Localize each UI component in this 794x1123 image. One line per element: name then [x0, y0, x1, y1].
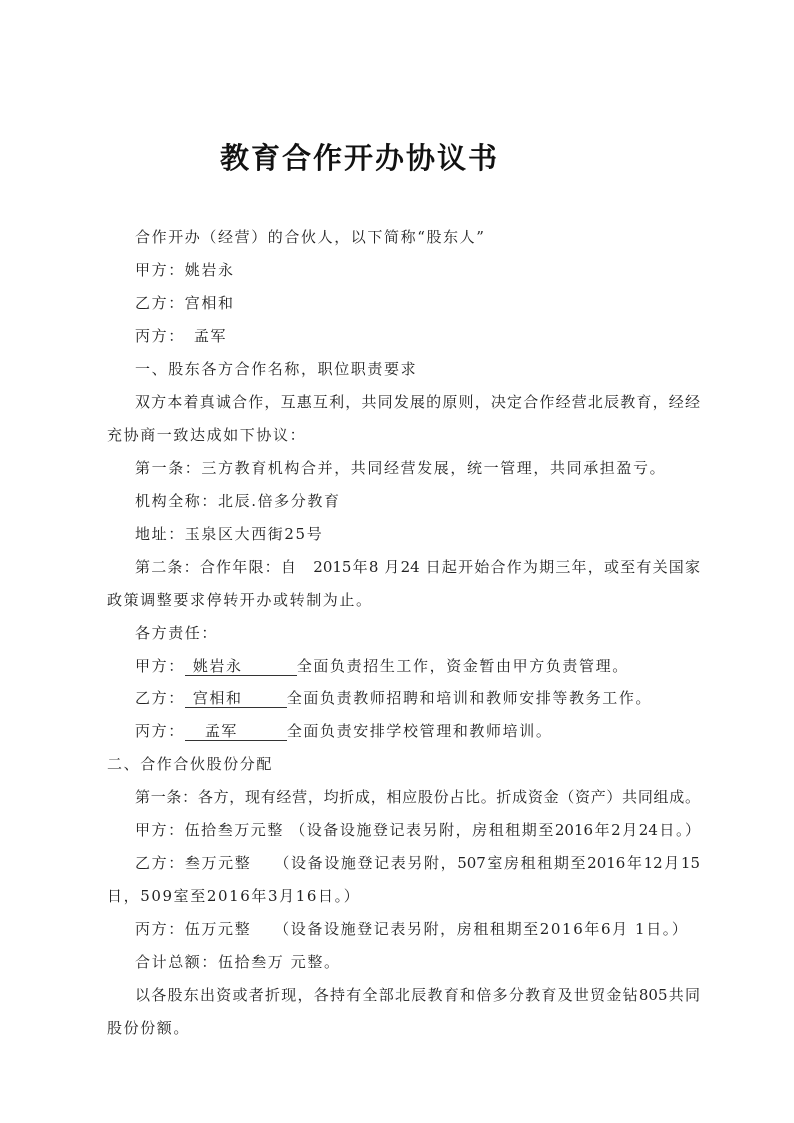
duty-text: 全面负责教师招聘和培训和教师安排等教务工作。 [286, 689, 653, 707]
section2-heading: 二、合作合伙股份分配 [107, 755, 274, 773]
duty-text: 全面负责招生工作，资金暂由甲方负责管理。 [296, 657, 629, 675]
para1-line2: 充协商一致达成如下协议： [107, 426, 307, 444]
duty-name-field: 姚岩永 [185, 657, 297, 676]
duty-name-field: 宫相和 [185, 689, 287, 708]
total-amount: 合计总额：伍拾叁万 元整。 [135, 953, 341, 971]
section1-heading: 一、股东各方合作名称，职位职责要求 [135, 360, 418, 378]
document-title: 教育合作开办协议书 [220, 141, 500, 175]
shares-line1: 以各股东出资或者折现，各持有全部北辰教育和倍多分教育及世贸金钻805共同 [135, 986, 700, 1004]
party-a-contribution: 甲方：伍拾叁万元整 （设备设施登记表另附，房租租期至2016年2月24日。） [135, 821, 700, 839]
duty-text: 全面负责安排学校管理和教师培训。 [286, 722, 553, 740]
party-b-contribution-line2: 日，509室至2016年3月16日。） [107, 887, 361, 905]
article1: 第一条：三方教育机构合并，共同经营发展，统一管理，共同承担盈亏。 [135, 459, 667, 477]
party-c-contribution: 丙方：伍万元整 （设备设施登记表另附，房租租期至2016年6月 1日。） [135, 920, 689, 938]
section2-article1: 第一条：各方，现有经营，均折成，相应股份占比。折成资金（资产）共同组成。 [135, 788, 700, 806]
duty-label: 甲方： [135, 657, 185, 675]
org-name: 机构全称：北辰.倍多分教育 [135, 492, 341, 510]
article2-line2: 政策调整要求停转开办或转制为止。 [107, 591, 373, 609]
party-b-contribution-line1: 乙方：叁万元整 （设备设施登记表另附，507室房租租期至2016年12月15 [135, 854, 700, 872]
duty-party-a [135, 656, 629, 676]
duty-label: 乙方： [135, 689, 185, 707]
intro-text: 合作开办（经营）的合伙人，以下简称“股东人” [135, 228, 486, 246]
duty-label: 丙方： [135, 722, 185, 740]
duty-party-b [135, 688, 652, 708]
party-c: 丙方： 孟军 [135, 327, 228, 345]
address: 地址：玉泉区大西街25号 [135, 525, 324, 543]
article2-line1: 第二条：合作年限：自 2015年8 月24 日起开始合作为期三年，或至有关国家 [135, 558, 700, 576]
duty-name-field: 孟军 [185, 722, 287, 741]
party-b: 乙方：宫相和 [135, 294, 235, 312]
shares-line2: 股份份额。 [107, 1019, 191, 1037]
party-a: 甲方：姚岩永 [135, 261, 235, 279]
duty-party-c [135, 721, 552, 741]
duties-heading: 各方责任： [135, 624, 219, 642]
para1-line1: 双方本着真诚合作，互惠互利，共同发展的原则，决定合作经营北辰教育，经经 [135, 393, 700, 411]
